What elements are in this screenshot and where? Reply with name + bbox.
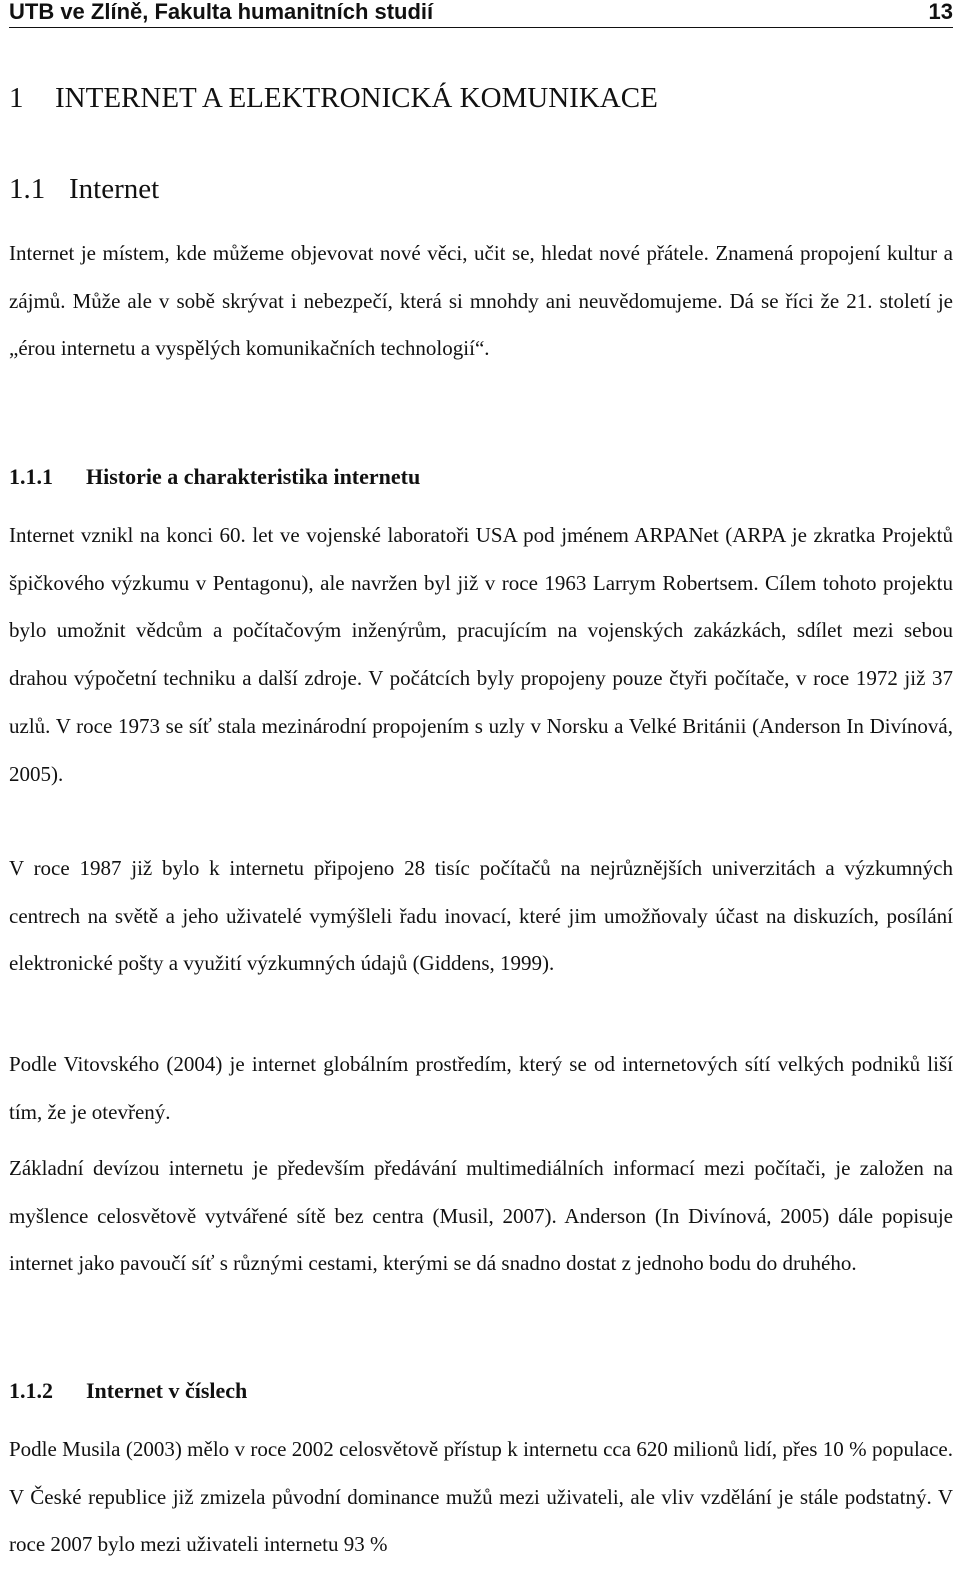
subsection-title: Internet v číslech	[86, 1378, 248, 1403]
running-title: UTB ve Zlíně, Fakulta humanitních studií	[9, 0, 434, 24]
chapter-number: 1	[9, 82, 24, 114]
subsection-heading-numbers	[9, 1377, 247, 1405]
chapter-title: INTERNET A ELEKTRONICKÁ KOMUNIKACE	[55, 82, 658, 114]
section-intro-paragraph: Internet je místem, kde můžeme objevovat nové věci, učit se, hledat nové přátele. Znamená propojení kultur a zájmů. Může ale v sobě skrývat i nebezpečí, která si mnohdy ani neuvědomujeme. Dá se říci že 21. století je „érou internetu a vyspělých komunikačních technologií“.	[9, 241, 953, 360]
section-number: 1.1	[9, 173, 46, 205]
subsection-heading-history	[9, 463, 420, 491]
page-number: 13	[928, 0, 953, 24]
history-paragraph-2: V roce 1987 již bylo k internetu připojeno 28 tisíc počítačů na nejrůznějších univerzitách a výzkumných centrech na světě a jeho uživatelé vymýšleli řadu inovací, které jim umožňovaly účast na diskuzích, posílání elektronické pošty a využití výzkumných údajů (Giddens, 1999).	[9, 856, 953, 976]
subsection-number: 1.1.2	[9, 1378, 53, 1403]
running-header	[9, 0, 953, 28]
section-title: Internet	[69, 173, 160, 205]
subsection-number: 1.1.1	[9, 464, 53, 489]
numbers-paragraph-1: Podle Musila (2003) mělo v roce 2002 celosvětově přístup k internetu cca 620 milionů lidí, přes 10 % populace. V České republice již zmizela původní dominance mužů mezi uživateli, ale vliv vzdělání je stále podstatný. V roce 2007 bylo mezi uživateli internetu 93 %	[9, 1437, 953, 1557]
subsection-title: Historie a charakteristika internetu	[86, 464, 421, 489]
history-paragraph-3: Podle Vitovského (2004) je internet globálním prostředím, který se od internetových sítí velkých podniků liší tím, že je otevřený.	[9, 1052, 953, 1124]
section-heading	[9, 171, 159, 207]
history-paragraph-1: Internet vznikl na konci 60. let ve vojenské laboratoři USA pod jménem ARPANet (ARPA je zkratka Projektů špičkového výzkumu v Pentagonu), ale navržen byl již v roce 1963 Larrym Robertsem. Cílem tohoto projektu bylo umožnit vědcům a počítačovým inženýrům, pracujícím na vojenských zakázkách, sdílet mezi sebou drahou výpočetní techniku a další zdroje. V počátcích byly propojeny pouze čtyři počítače, v roce 1972 již 37 uzlů. V roce 1973 se síť stala mezinárodní propojením s uzly v Norsku a Velké Británii (Anderson In Divínová, 2005).	[9, 523, 953, 786]
chapter-heading	[9, 80, 658, 116]
history-paragraph-4: Základní devízou internetu je především předávání multimediálních informací mezi počítači, je založen na myšlence celosvětově vytvářené sítě bez centra (Musil, 2007). Anderson (In Divínová, 2005) dále popisuje internet jako pavoučí síť s různými cestami, kterými se dá snadno dostat z jednoho bodu do druhého.	[9, 1156, 953, 1276]
